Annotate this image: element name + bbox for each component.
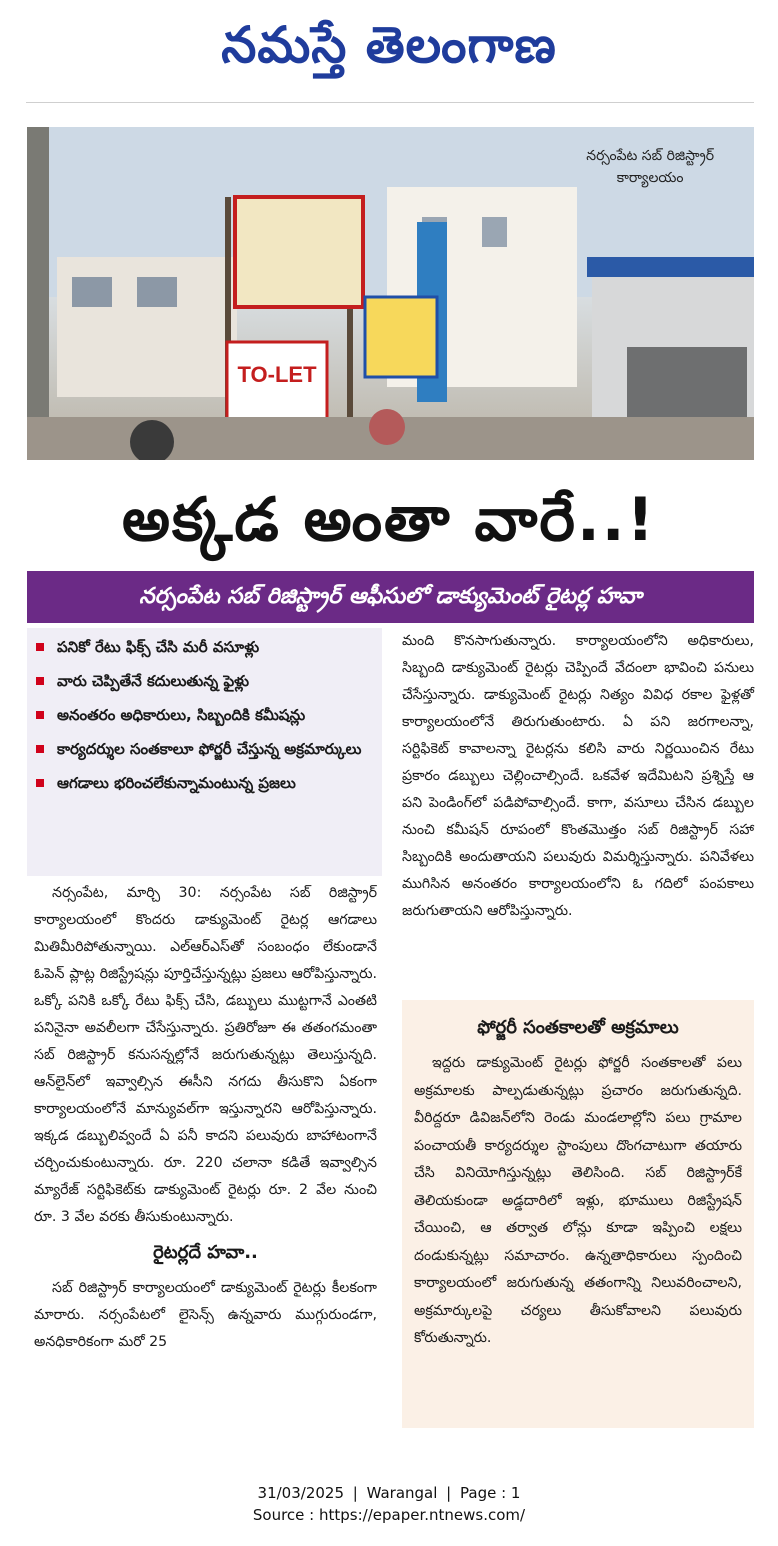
photo-caption-line2: కార్యాలయం (616, 170, 684, 186)
highlight-item (27, 666, 382, 696)
bullet-square-icon (36, 643, 44, 651)
bullet-square-icon (36, 677, 44, 685)
highlights-box (27, 628, 382, 876)
footer-date: 31/03/2025 (257, 1484, 344, 1502)
masthead-divider (26, 102, 754, 103)
footer-source: Source : https://epaper.ntnews.com/ (252, 1506, 526, 1524)
sidebar-paragraph: ఇద్దరు డాక్యుమెంట్ రైటర్లు ఫోర్జరీ సంతకాలతో పలు అక్రమాలకు పాల్పడుతున్నట్లు ప్రచారం జరుగుతున్నది. వీరిద్దరూ డివిజన్‌లోని రెండు మండలాల్లోని పలు గ్రామాల పంచాయతీ కార్యదర్శుల స్టాంపులు దొంగచాటుగా తయారు చేసి వినియోగిస్తున్నట్లు తెలిసింది. సబ్ రిజిస్ట్రార్‌కే తెలియకుండా అడ్డదారిలో ఇళ్లు, భూములు రిజిస్ట్రేషన్ చేయించి, ఆ తర్వాత లోన్లు కూడా ఇప్పించి లక్షలు దండుకున్నట్లు సమాచారం. ఉన్నతాధికారులు స్పందించి కార్యాలయంలో జరుగుతున్న తతంగాన్ని నిలువరించాలని, అక్రమార్కులపై చర్యలు తీసుకోవాలని పలువురు కోరుతున్నారు. (414, 1055, 742, 1346)
news-photo (27, 127, 754, 460)
footer-meta: 31/03/2025 | Warangal | Page : 1 (257, 1484, 521, 1502)
article-paragraph: మంది కొనసాగుతున్నారు. కార్యాలయంలోని అధికారులు, సిబ్బంది డాక్యుమెంట్ రైటర్లు చెప్పిందే వేదంలా భావించి పనులు చేసేస్తున్నారు. డాక్యుమెంట్ రైటర్లు నిత్యం వివిధ రకాల ఫైళ్లతో కార్యాలయంలోనే తిరుగుతుంటారు. ఏ పని జరగాలన్నా, సర్టిఫికెట్ కావాలన్నా రైటర్లను కలిసి వారు నిర్ణయించిన రేటు ప్రకారం డబ్బులు చెల్లించాల్సిందే. ఒకవేళ ఇదేమిటని ప్రశ్నిస్తే ఆ పని పెండింగ్‌లో పడిపోవాల్సిందే. కాగా, వసూలు చేసిన డబ్బుల నుంచి కమీషన్ రూపంలో కొంతమొత్తం సబ్ రిజిస్ట్రార్ సహా సిబ్బందికి అందుతాయని పలువురు విమర్శిస్తున్నారు. పనివేళలు ముగిసిన అనంతరం కార్యాలయంలోని ఓ గదిలో పంపకాలు జరుగుతాయని ఆరోపిస్తున్నారు. (402, 633, 754, 919)
svg-text:TO-LET: TO-LET (237, 362, 317, 387)
highlight-text: ఆగడాలు భరించలేకున్నామంటున్న ప్రజలు (57, 774, 296, 792)
bullet-square-icon (36, 711, 44, 719)
sidebar-heading: ఫోర్జరీ సంతకాలతో అక్రమాలు (477, 1017, 679, 1038)
highlight-item (27, 632, 382, 662)
headline: అక్కడ అంతా వారే..! (122, 485, 656, 555)
highlight-text: కార్యదర్శుల సంతకాలూ ఫోర్జరీ చేస్తున్న అక్రమార్కులు (57, 740, 362, 758)
page-footer (0, 1482, 778, 1526)
sidebar-box (402, 1000, 754, 1428)
masthead (0, 0, 778, 96)
article-paragraph: నర్సంపేట, మార్చి 30: నర్సంపేట సబ్ రిజిస్ట్రార్ కార్యాలయంలో కొందరు డాక్యుమెంట్ రైటర్ల ఆగడాలు మితిమీరిపోతున్నాయి. ఎల్‌ఆర్‌ఎస్‌తో సంబంధం లేకుండానే ఓపెన్ ప్లాట్ల రిజిస్ట్రేషన్లు పూర్తిచేస్తున్నట్లు ప్రజలు ఆరోపిస్తున్నారు. ఒక్కో పనికి ఒక్కో రేటు ఫిక్స్ చేసి, డబ్బులు ముట్టగానే ఎంతటి పనినైనా అవలీలగా చేసేస్తున్నారు. ప్రతిరోజూ ఈ తతంగమంతా సబ్ రిజిస్ట్రార్ కనుసన్నల్లోనే జరుగుతున్నట్లు తెలుస్తున్నది. ఆన్‌లైన్‌లో ఇవ్వాల్సిన ఈసీని నగదు తీసుకొని ఏకంగా కార్యాలయంలోనే మాన్యువల్‌గా ఇస్తున్నారని ఆరోపిస్తున్నారు. ఇక్కడ డబ్బులివ్వందే ఏ పనీ కాదని పలువురు బాహాటంగానే చర్చించుకుంటున్నారు. రూ. 220 చలానా కడితే ఇవ్వాల్సిన మ్యారేజ్ సర్టిఫికెట్‌కు డాక్యుమెంట్ రైటర్లు రూ. 2 వేల నుంచి రూ. 3 వేల వరకు తీసుకుంటున్నారు. (34, 885, 377, 1225)
footer-page: Page : 1 (460, 1484, 521, 1502)
highlight-item (27, 768, 382, 798)
highlight-item (27, 700, 382, 730)
photo-caption (586, 145, 714, 189)
highlight-text: అనంతరం అధికారులు, సిబ్బందికి కమీషన్లు (57, 706, 306, 724)
highlight-text: పనికో రేటు ఫిక్స్ చేసి మరీ వసూళ్లు (57, 638, 260, 656)
section-heading: రైటర్లదే హవా.. (153, 1242, 258, 1263)
highlight-text: వారు చెప్పితేనే కదులుతున్న ఫైళ్లు (57, 672, 250, 690)
footer-edition: Warangal (366, 1484, 438, 1502)
photo-caption-line1: నర్సంపేట సబ్ రిజిస్ట్రార్ (586, 148, 714, 164)
article-column-left (34, 880, 377, 1356)
article-column-right (402, 628, 754, 925)
bullet-square-icon (36, 779, 44, 787)
bullet-square-icon (36, 745, 44, 753)
masthead-title: నమస్తే తెలంగాణ (221, 16, 557, 74)
subheadline-banner: నర్సంపేట సబ్ రిజిస్ట్రార్ ఆఫీసులో డాక్యుమెంట్ రైటర్ల హవా (27, 571, 754, 623)
article-paragraph: సబ్ రిజిస్ట్రార్ కార్యాలయంలో డాక్యుమెంట్ రైటర్లు కీలకంగా మారారు. నర్సంపేటలో లైసెన్స్ ఉన్నవారు ముగ్గురుండగా, అనధికారికంగా మరో 25 (34, 1280, 377, 1350)
highlight-item (27, 734, 382, 764)
